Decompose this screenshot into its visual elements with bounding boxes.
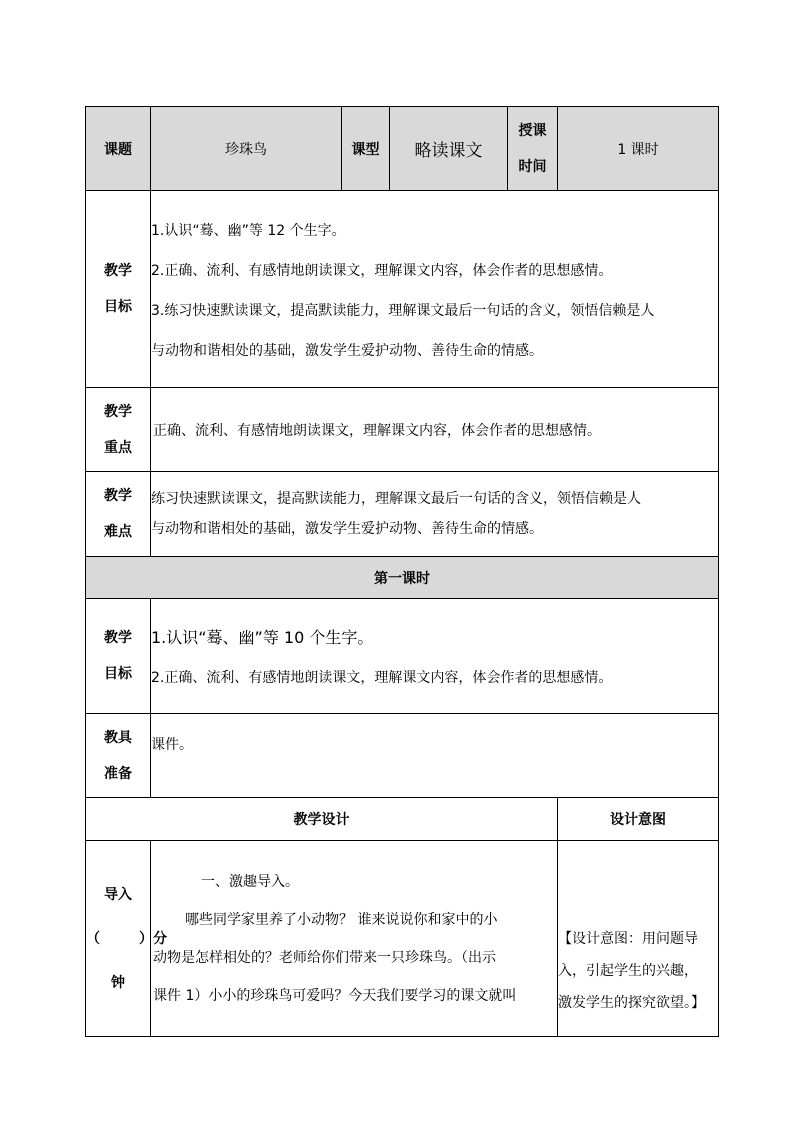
- stage-label-line1: 导入: [104, 886, 132, 903]
- intent-line: 【设计意图：用问题导: [558, 931, 698, 947]
- design-intent: [558, 841, 719, 1037]
- stage-label-line2: （ ）分: [86, 930, 167, 947]
- goals-label: [86, 191, 151, 388]
- goal-item: 与动物和谐相处的基础，激发学生爱护动物、善待生命的情感。: [151, 343, 543, 359]
- goals-content: [151, 191, 719, 388]
- design-content-row: [86, 841, 719, 1037]
- design-header-row: [86, 798, 719, 841]
- lesson1-title-row: [86, 557, 719, 599]
- lesson1-goals-label: [86, 599, 151, 714]
- prep-label: [86, 714, 151, 798]
- prep-row: [86, 714, 719, 798]
- goals-label-line2: 目标: [104, 299, 132, 315]
- focus-label-line2: 重点: [104, 439, 132, 456]
- goals-label-line1: 教学: [104, 263, 132, 279]
- focus-label: [86, 388, 151, 472]
- lesson1-goal-item: 2.正确、流利、有感情地朗读课文，理解课文内容，体会作者的思想感情。: [151, 670, 613, 686]
- design-line: 哪些同学家里养了小动物？ 谁来说说你和家中的小: [185, 912, 498, 928]
- stage-label-line3: 钟: [111, 974, 125, 991]
- focus-row: [86, 388, 719, 472]
- focus-label-line1: 教学: [104, 403, 132, 420]
- design-line: 课件 1）小小的珍珠鸟可爱吗？今天我们要学习的课文就叫: [153, 988, 517, 1004]
- difficulty-label: [86, 472, 151, 557]
- difficulty-line: 与动物和谐相处的基础，激发学生爱护动物、善待生命的情感。: [151, 521, 543, 537]
- difficulty-row: [86, 472, 719, 557]
- goal-item: 2.正确、流利、有感情地朗读课文，理解课文内容，体会作者的思想感情。: [151, 263, 613, 279]
- focus-content: 正确、流利、有感情地朗读课文，理解课文内容，体会作者的思想感情。: [151, 388, 719, 472]
- lesson1-goals-row: [86, 599, 719, 714]
- prep-label-line2: 准备: [104, 765, 132, 782]
- prep-label-line1: 教具: [104, 729, 132, 746]
- goal-item: 3.练习快速默读课文，提高默读能力，理解课文最后一句话的含义，领悟信赖是人: [151, 303, 655, 319]
- lesson-time: 1 课时: [558, 107, 719, 191]
- intent-line: 激发学生的探究欲望。】: [558, 995, 705, 1011]
- lesson1-goals-content: [151, 599, 719, 714]
- label-time-line1: 授课: [518, 122, 547, 139]
- design-line: 动物是怎样相处的？老师给你们带来一只珍珠鸟。（出示: [153, 950, 496, 966]
- goals-row: [86, 191, 719, 388]
- prep-content: 课件。: [151, 714, 719, 798]
- difficulty-content: [151, 472, 719, 557]
- design-line: 一、激趣导入。: [201, 874, 299, 890]
- design-content: [151, 841, 558, 1037]
- label-title: 课题: [86, 107, 151, 191]
- design-col-right: 设计意图: [558, 798, 719, 841]
- difficulty-line: 练习快速默读课文，提高默读能力，理解课文最后一句话的含义，领悟信赖是人: [151, 491, 641, 507]
- difficulty-label-line2: 难点: [104, 524, 132, 540]
- label-time-line2: 时间: [518, 158, 547, 175]
- label-time: [508, 107, 558, 191]
- stage-label: [86, 841, 167, 1037]
- difficulty-label-line1: 教学: [104, 488, 132, 504]
- lesson1-goals-label-line1: 教学: [104, 630, 132, 646]
- lesson-plan-table: [85, 106, 719, 1037]
- lesson1-goal-item: 1.认识“蓦、幽”等 10 个生字。: [151, 628, 374, 647]
- intent-line: 入，引起学生的兴趣，: [558, 963, 698, 979]
- lesson-title: 珍珠鸟: [151, 107, 342, 191]
- lesson-type: 略读课文: [390, 107, 508, 191]
- header-row: [86, 107, 719, 191]
- design-col-left: 教学设计: [86, 798, 558, 841]
- goal-item: 1.认识“蓦、幽”等 12 个生字。: [151, 223, 346, 239]
- lesson1-goals-label-line2: 目标: [104, 666, 132, 682]
- label-type: 课型: [342, 107, 390, 191]
- lesson1-title: 第一课时: [86, 557, 719, 599]
